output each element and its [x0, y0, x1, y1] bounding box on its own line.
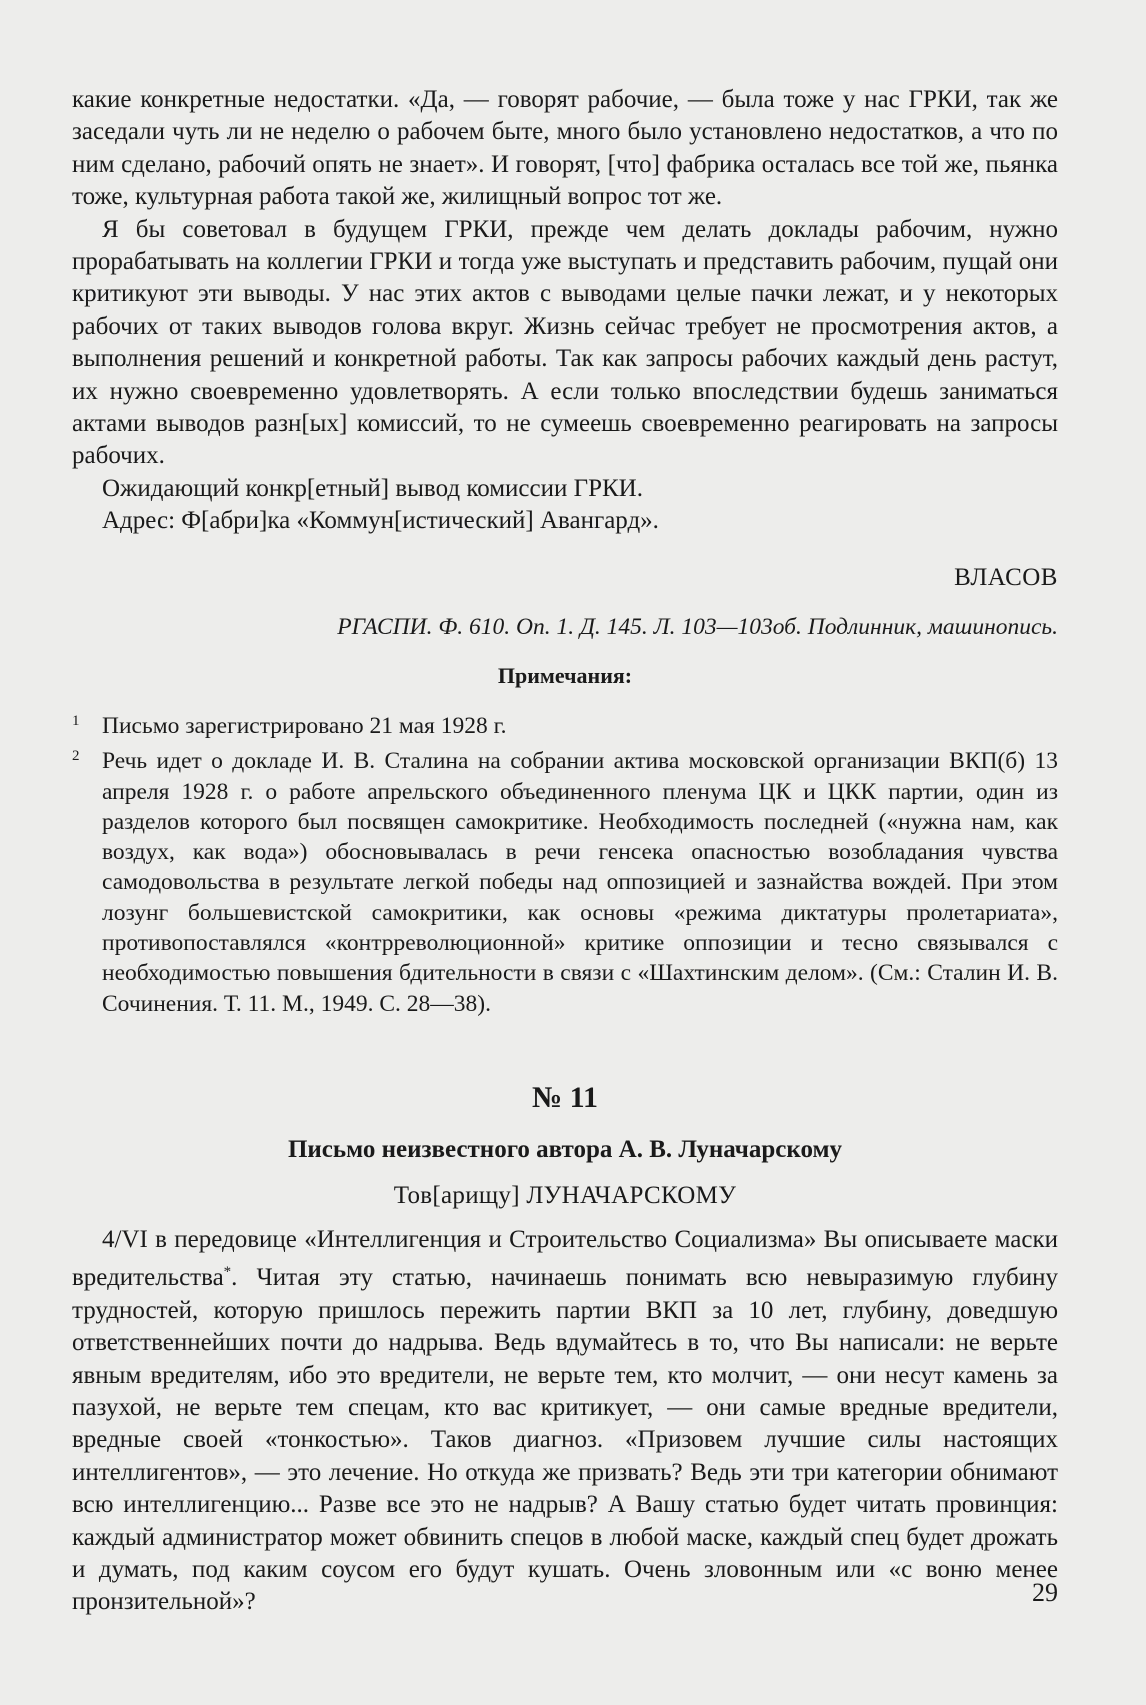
note-number: 1	[72, 713, 80, 729]
closing-line: Ожидающий конкр[етный] вывод комиссии ГРКИ.	[102, 474, 643, 502]
note-item	[72, 741, 1058, 1019]
note-number: 2	[72, 748, 80, 765]
body-text: . Читая эту статью, начинаешь понимать всю невыразимую глубину трудностей, которую пришлось пережить партии ВКП за 10 лет, глубину, доведшую ответственнейших почти до надрыва. Ведь вдумайтесь в то, что Вы написали: не верьте явным вредителям, ибо это вредители, не верьте тем, кто молчит, — они несут камень за пазухой, не верьте тем спецам, кто вас критикует, — они самые вредные вредители, вредные своей «тонкостью». Таков диагноз. «Призовем лучшие силы настоящих интеллигентов», — это лечение. Но откуда же призвать? Ведь эти три категории обнимают всю интеллигенцию... Разве все это не надрыв? А Вашу статью будет читать провинция: каждый администратор может обвинить спецов в любой маске, каждый спец будет дрожать и думать, под каким соусом его будут кушать. Очень зловонным или «с воню менее пронзительной»?	[72, 1264, 1058, 1616]
document-number: № 11	[532, 1081, 598, 1114]
archive-source: РГАСПИ. Ф. 610. Оп. 1. Д. 145. Л. 103—103об. Подлинник, машинопись.	[337, 614, 1058, 640]
paragraph: Я бы советовал в будущем ГРКИ, прежде чем делать доклады рабочим, нужно прорабатывать на коллегии ГРКИ и тогда уже выступать и представить рабочим, пущай они критикуют эти выводы. У нас этих актов с выводами целые пачки лежат, и у некоторых рабочих от таких выводов голова вкруг. Жизнь сейчас требует не просмотрения актов, а выполнения решений и конкретной работы. Так как запросы рабочих каждый день растут, их нужно своевременно удовлетворять. А если только впоследствии будешь заниматься актами выводов разн[ых] комиссий, то не сумеешь своевременно реагировать на запросы рабочих.	[72, 215, 1058, 470]
paragraph: какие конкретные недостатки. «Да, — говорят рабочие, — была тоже у нас ГРКИ, так же заседали чуть ли не неделю о рабочем быте, много было установлено недостатков, а что по ним сделано, рабочий опять не знает». И говорят, [что] фабрика осталась все той же, пьянка тоже, культурная работа такой же, жилищный вопрос тот же.	[72, 86, 1058, 211]
document-title: Письмо неизвестного автора А. В. Луначарскому	[287, 1136, 843, 1163]
page-number: 29	[1032, 1578, 1058, 1607]
note-text: Письмо зарегистрировано 21 мая 1928 г.	[102, 713, 507, 739]
document-body	[72, 1224, 1058, 1619]
body-text: 4/VI в передовице «Интеллигенция и Строительство Социализма» Вы описываете маски вредительства	[72, 1226, 1058, 1292]
note-text: Речь идет о докладе И. В. Сталина на собрании актива московской организации ВКП(б) 13 апреля 1928 г. о работе апрельского объединенного пленума ЦК и ЦКК партии, один из разделов которого был посвящен самокритике. Необходимость последней («нужна нам, как воздух, как вода») обосновывалась в речи генсека опасностью возобладания чувства самодовольства в результате легкой победы над оппозицией и зазнайства вождей. При этом лозунг большевистской самокритики, как основы «режима диктатуры пролетариата», противопоставлялся «контрреволюционной» критике оппозиции и тесно связывался с необходимостью повышения бдительности в связи с «Шахтинским делом». (См.: Сталин И. В. Сочинения. Т. 11. М., 1949. С. 28—38).	[102, 748, 1058, 1017]
footnote-mark: *	[223, 1264, 232, 1281]
notes-list	[72, 706, 1058, 1019]
signature: ВЛАСОВ	[954, 564, 1058, 591]
notes-title: Примечания:	[497, 663, 633, 688]
addressee: Тов[арищу] ЛУНАЧАРСКОМУ	[393, 1182, 737, 1209]
note-item	[72, 706, 1058, 741]
paragraph	[72, 1224, 1058, 1619]
address-line: Адрес: Ф[абри]ка «Коммун[истический] Авангард».	[102, 507, 659, 535]
letter-continuation	[72, 84, 1058, 538]
